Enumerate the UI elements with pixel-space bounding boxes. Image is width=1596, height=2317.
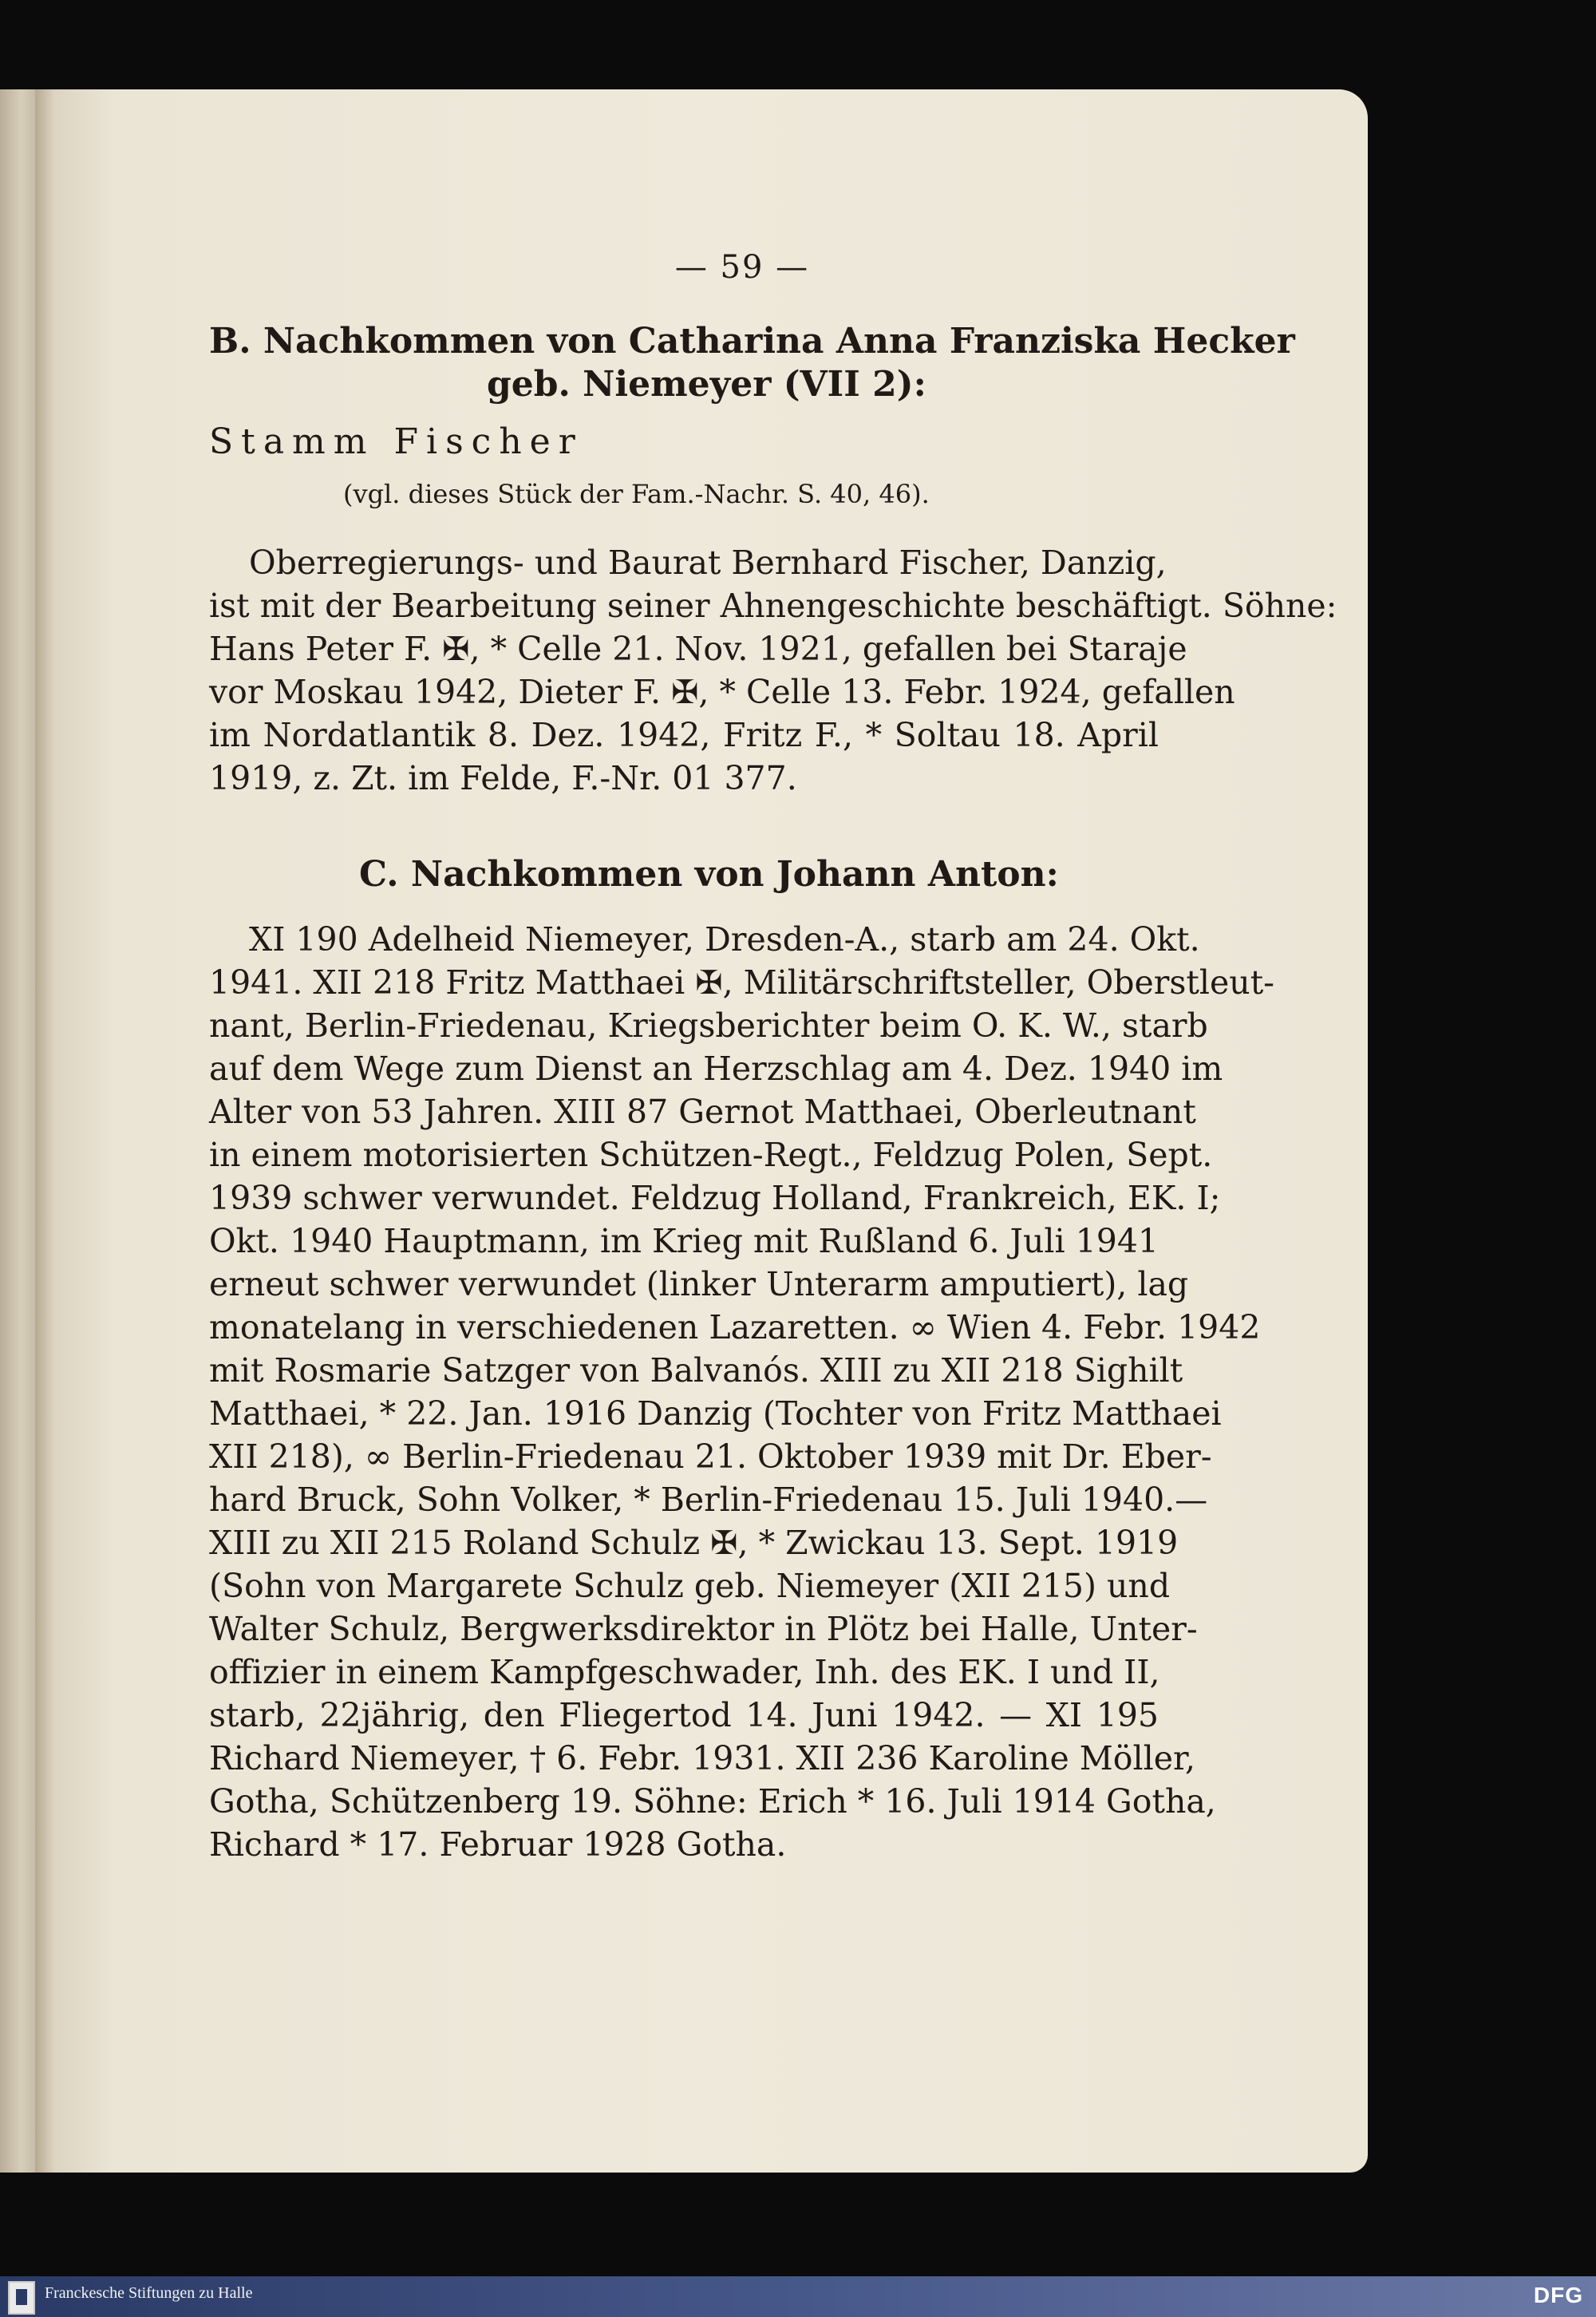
text-line: Hans Peter F. ✠, * Celle 21. Nov. 1921, gefallen bei Staraje (209, 630, 1187, 668)
text-line: Gotha, Schützenberg 19. Söhne: Erich * 16. Juli 1914 Gotha, (209, 1782, 1216, 1821)
text-line: (Sohn von Margarete Schulz geb. Niemeyer (XII 215) und (209, 1567, 1171, 1605)
text-line: Walter Schulz, Bergwerksdirektor in Plötz bei Halle, Unter- (209, 1610, 1198, 1648)
text-line: Okt. 1940 Hauptmann, im Krieg mit Rußland 6. Juli 1941 (209, 1222, 1159, 1260)
text-line: 1939 schwer verwundet. Feldzug Holland, Frankreich, EK. I; (209, 1179, 1221, 1217)
text-line: erneut schwer verwundet (linker Unterarm amputiert), lag (209, 1265, 1189, 1303)
text-line: vor Moskau 1942, Dieter F. ✠, * Celle 13. Febr. 1924, gefallen (209, 673, 1235, 711)
text-line: 1919, z. Zt. im Felde, F.-Nr. 01 377. (209, 759, 797, 797)
institution-link[interactable]: Franckesche Stiftungen zu Halle (45, 2284, 253, 2302)
section-c-heading: C. Nachkommen von Johann Anton: (359, 854, 1059, 895)
text-line: Richard * 17. Februar 1928 Gotha. (209, 1825, 787, 1864)
text-line: Matthaei, * 22. Jan. 1916 Danzig (Tochter von Fritz Matthaei (209, 1394, 1222, 1433)
text-line: in einem motorisierten Schützen-Regt., Feldzug Polen, Sept. (209, 1136, 1213, 1174)
text-line: nant, Berlin-Friedenau, Kriegsberichter beim O. K. W., starb (209, 1006, 1208, 1045)
section-b-heading: B. Nachkommen von Catharina Anna Franziska Hecker (209, 321, 1295, 362)
text-line: mit Rosmarie Satzger von Balvanós. XIII zu XII 218 Sighilt (209, 1351, 1183, 1390)
text-line: monatelang in verschiedenen Lazaretten. ∞ Wien 4. Febr. 1942 (209, 1308, 1261, 1346)
text-line: hard Bruck, Sohn Volker, * Berlin-Friedenau 15. Juli 1940.— (209, 1481, 1208, 1519)
section-b-paragraph (209, 541, 1337, 800)
dfg-logo[interactable]: DFG (1533, 2283, 1583, 2307)
text-line: Alter von 53 Jahren. XIII 87 Gernot Matthaei, Oberleutnant (209, 1093, 1196, 1131)
lineage-title: Stamm Fischer (209, 421, 583, 462)
text-line: XI 190 Adelheid Niemeyer, Dresden-A., starb am 24. Okt. (249, 920, 1200, 959)
section-c-paragraph (209, 918, 1275, 1866)
text-line: offizier in einem Kampfgeschwader, Inh. des EK. I und II, (209, 1653, 1160, 1691)
section-b-heading-line2: geb. Niemeyer (VII 2): (487, 364, 926, 405)
reference-note: (vgl. dieses Stück der Fam.-Nachr. S. 40, 46). (343, 479, 930, 509)
text-line: im Nordatlantik 8. Dez. 1942, Fritz F., * Soltau 18. April (209, 716, 1159, 754)
page-number: — 59 — (674, 249, 810, 286)
text-line: XIII zu XII 215 Roland Schulz ✠, * Zwickau 13. Sept. 1919 (209, 1524, 1179, 1562)
text-line: auf dem Wege zum Dienst an Herzschlag am 4. Dez. 1940 im (209, 1050, 1223, 1088)
text-line: 1941. XII 218 Fritz Matthaei ✠, Militärschriftsteller, Oberstleut- (209, 963, 1275, 1002)
text-line: ist mit der Bearbeitung seiner Ahnengeschichte beschäftigt. Söhne: (209, 587, 1337, 625)
text-line: Oberregierungs- und Baurat Bernhard Fischer, Danzig, (249, 544, 1167, 582)
franckesche-stiftungen-logo-icon[interactable] (8, 2281, 35, 2315)
text-line: Richard Niemeyer, † 6. Febr. 1931. XII 236 Karoline Möller, (209, 1739, 1196, 1777)
page-gutter-shadow (35, 89, 54, 2173)
adjacent-page-edge (0, 89, 35, 2173)
text-line: XII 218), ∞ Berlin-Friedenau 21. Oktober 1939 mit Dr. Eber- (209, 1437, 1212, 1476)
text-line: starb, 22jährig, den Fliegertod 14. Juni 1942. — XI 195 (209, 1696, 1159, 1734)
